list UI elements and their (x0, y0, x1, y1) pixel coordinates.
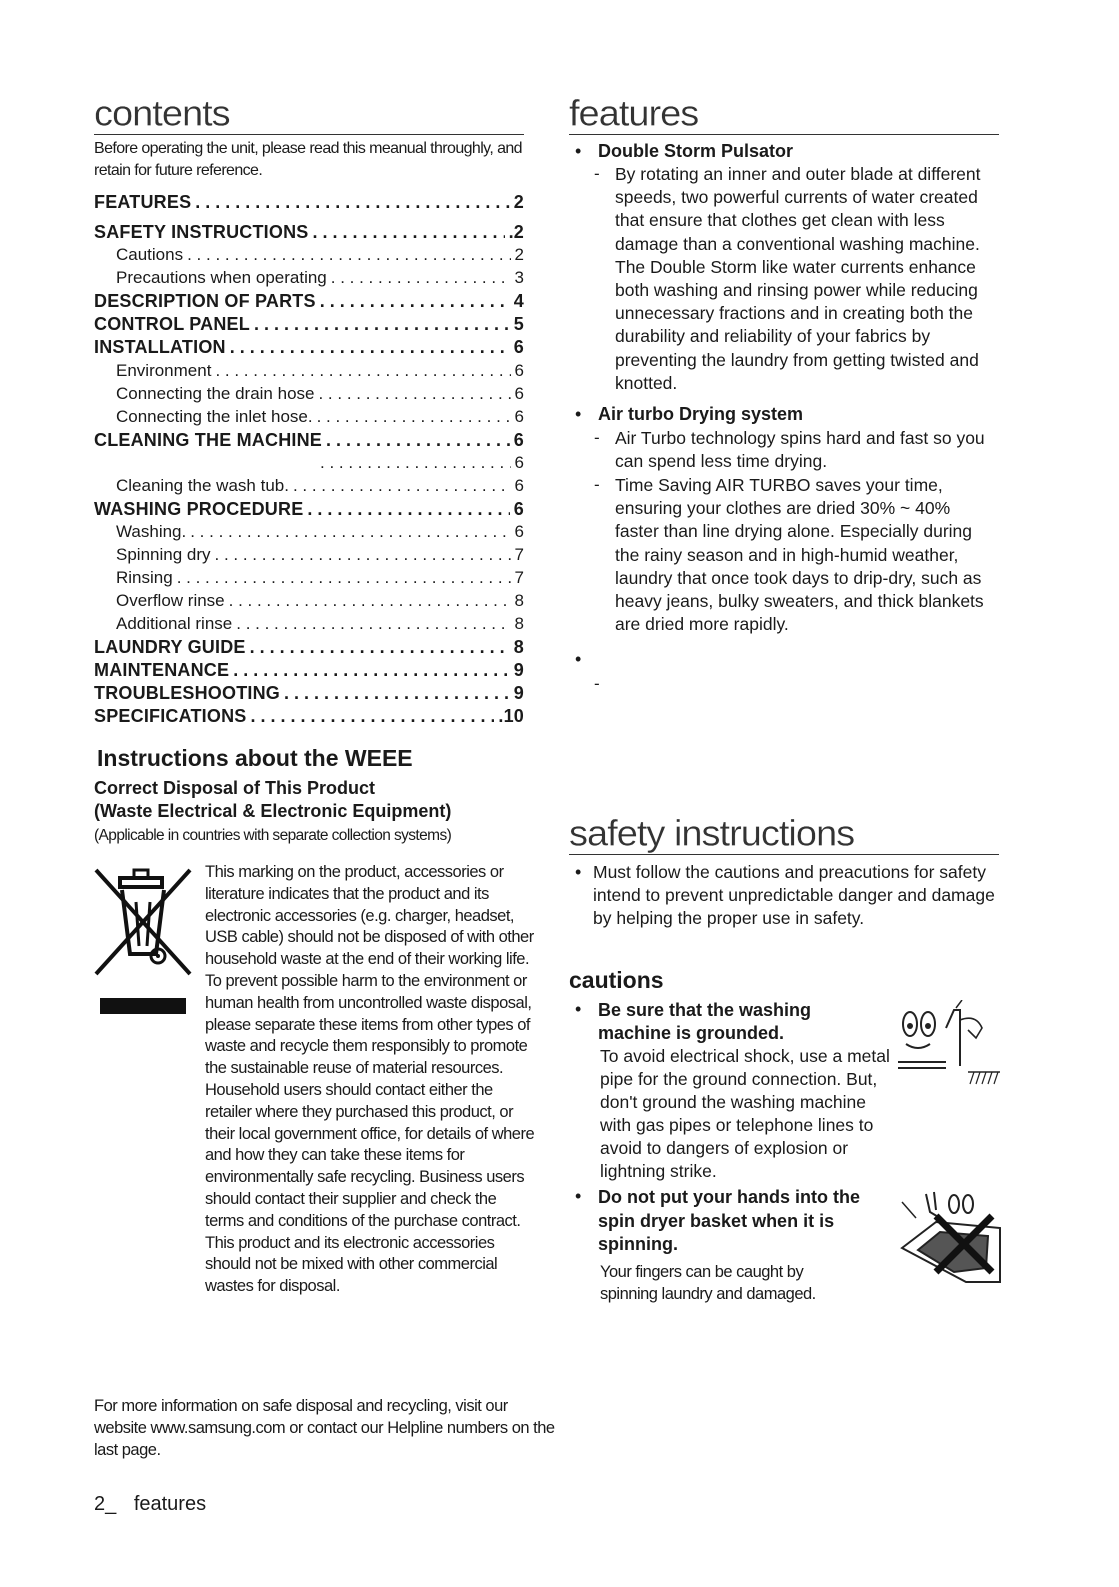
toc-entry (94, 384, 524, 407)
toc-entry-label: Environment (116, 361, 212, 380)
dash-icon: - (594, 475, 600, 494)
toc-entry (94, 407, 524, 430)
toc-entry (94, 660, 524, 683)
toc-entry (94, 453, 524, 476)
toc-entry (94, 591, 524, 614)
bullet-icon: • (575, 404, 582, 424)
toc-leader-dots (293, 476, 511, 496)
toc-leader-dots (307, 499, 509, 520)
toc-leader-dots (195, 192, 510, 213)
toc-entry-label: FEATURES (94, 192, 192, 212)
toc-entry-page: 6 (513, 430, 524, 450)
bullet-icon: • (575, 649, 582, 669)
toc-entry (94, 522, 524, 545)
toc-entry (94, 268, 524, 291)
toc-leader-dots (233, 660, 510, 681)
toc-entry-page: 8 (514, 614, 524, 633)
page-footer (94, 1493, 206, 1516)
contents-title: contents (94, 94, 524, 135)
toc-leader-dots (215, 361, 510, 381)
toc-entry (94, 361, 524, 384)
toc-leader-dots (331, 268, 511, 288)
toc-leader-dots (230, 337, 510, 358)
toc-leader-dots (236, 614, 510, 634)
toc-leader-dots (250, 637, 510, 658)
features-title: features (569, 94, 999, 135)
footer-section: features (133, 1493, 207, 1515)
toc-entry (94, 499, 524, 522)
toc-entry-page: 2 (514, 245, 524, 264)
toc-entry-page: 6 (513, 337, 524, 357)
toc-entry-page: 9 (513, 683, 524, 703)
toc-entry-label: Rinsing (116, 568, 173, 587)
toc-entry-label: Washing. (116, 522, 187, 541)
toc-entry-page: 6 (514, 384, 524, 403)
toc-entry-label: Connecting the inlet hose. (116, 407, 313, 426)
toc-entry-label: TROUBLESHOOTING (94, 683, 280, 703)
toc-entry (94, 337, 524, 360)
bullet-icon: • (575, 999, 582, 1019)
toc-leader-dots (250, 706, 494, 727)
bullet-icon: • (575, 141, 582, 161)
toc-entry-label: SAFETY INSTRUCTIONS (94, 222, 309, 242)
caution-2-body: Your fingers can be caught by spinning laundry and damaged. (600, 1263, 816, 1303)
weee-footer: For more information on safe disposal and recycling, visit our website www.samsung.com or contact our Helpline numbers on the last page. (94, 1397, 555, 1459)
toc-entry-label: Precautions when operating (116, 268, 327, 287)
toc-entry (94, 637, 524, 660)
toc-entry (94, 683, 524, 706)
toc-entry (94, 222, 524, 245)
dash-icon: - (594, 164, 600, 183)
toc-leader-dots (317, 407, 511, 427)
safety-title: safety instructions (569, 814, 999, 855)
toc-entry-page: 6 (514, 407, 524, 426)
feature-pulsator-text: By rotating an inner and outer blade at different speeds, two powerful currents of water created that ensure that clothes get clean with less damage than a conventional washing machine. The Double Storm like water currents enhance both washing and rinsing power while reducing unnecessary fractions and in creating both the durability and reliability of your fabrics by preventing the laundry from getting twisted and knotted. (615, 164, 981, 393)
toc-leader-dots (229, 591, 511, 611)
toc-entry-label: DESCRIPTION OF PARTS (94, 291, 316, 311)
toc-leader-dots (190, 522, 510, 542)
caution-1-heading: Be sure that the washing machine is grounded. (598, 1000, 812, 1043)
toc-leader-dots (312, 222, 504, 243)
toc-entry (94, 614, 524, 637)
toc-entry-page: 6 (514, 476, 524, 495)
weee-subheading-1: Correct Disposal of This Product (94, 778, 376, 798)
toc-entry (94, 568, 524, 591)
dash-icon: - (594, 428, 600, 447)
weee-crossed-bin-icon (92, 862, 196, 1020)
toc-entry (94, 314, 524, 337)
toc-entry (94, 476, 524, 499)
toc-entry-page: 9 (513, 660, 524, 680)
feature-air-turbo-text-1: Air Turbo technology spins hard and fast so you can spend less time drying. (615, 428, 985, 472)
toc-entry-label: WASHING PROCEDURE (94, 499, 304, 519)
toc-entry-page: .2 (508, 222, 524, 242)
toc-leader-dots (318, 384, 510, 404)
toc-leader-dots (284, 683, 510, 704)
toc-entry-page: 8 (514, 591, 524, 610)
toc-leader-dots (215, 545, 511, 565)
toc-entry-page: 7 (514, 568, 524, 587)
toc-entry-page: 3 (514, 268, 524, 287)
toc-entry-page: .10 (498, 706, 524, 726)
weee-applicability: (Applicable in countries with separate collection systems) (94, 827, 452, 844)
toc-entry-label: SPECIFICATIONS (94, 706, 247, 726)
toc-entry-page: 6 (514, 361, 524, 380)
toc-entry-label: Connecting the drain hose (116, 384, 315, 403)
feature-air-turbo-text-2: Time Saving AIR TURBO saves your time, ensuring your clothes are dried 30% ~ 40% faster than line drying alone. Especially during the rainy season and in high-humid weather, laundry that once took days to drip-dry, such as heavy jeans, bulky sweaters, and thick blankets are dried more rapidly. (615, 475, 984, 635)
caution-1-body: To avoid electrical shock, use a metal pipe for the ground connection. But, don't ground the washing machine with gas pipes or telephone lines to avoid to dangers of explosion or lightning strike. (600, 1046, 890, 1181)
toc-entry-label: CONTROL PANEL (94, 314, 250, 334)
feature-heading-pulsator: Double Storm Pulsator (598, 141, 794, 161)
weee-subheading-2: (Waste Electrical & Electronic Equipment) (94, 801, 452, 821)
toc-leader-dots (326, 430, 510, 451)
toc-entry-label: INSTALLATION (94, 337, 226, 357)
weee-body: This marking on the product, accessories or literature indicates that the product and its electronic accessories (e.g. charger, headset, USB cable) should not be disposed of with other household waste at the end of their working life. To prevent possible harm to the environment or human health from uncontrolled waste disposal, please separate these items from other types of waste and recycle them responsibly to promote the sustainable reuse of material resources. Household users should contact either the retailer where they purchased this product, or their local government office, for details of where and how they can take these items for environmentally safe recycling. Business users should contact their supplier and check the terms and conditions of the purchase contract. This product and its electronic accessories should not be mixed with other commercial wastes for disposal. (205, 863, 535, 1296)
toc-leader-dots (187, 245, 510, 265)
contents-intro: Before operating the unit, please read this meanual throughly, and retain for future reference. (94, 140, 522, 179)
table-of-contents (94, 192, 524, 732)
toc-entry (94, 706, 524, 729)
toc-entry (94, 192, 524, 215)
toc-entry-page: 5 (513, 314, 524, 334)
grounding-illustration-icon (896, 1000, 1002, 1088)
toc-entry-page: 7 (514, 545, 524, 564)
toc-entry-label: MAINTENANCE (94, 660, 230, 680)
toc-entry-label: Spinning dry (116, 545, 211, 564)
toc-entry-label: Cautions (116, 245, 184, 264)
toc-entry-page: 2 (513, 192, 524, 212)
toc-entry-label: Overflow rinse (116, 591, 225, 610)
bullet-icon: • (575, 862, 582, 882)
toc-leader-dots (177, 568, 511, 588)
page-number: 2_ (94, 1493, 117, 1515)
toc-entry (94, 545, 524, 568)
dash-icon: - (594, 674, 600, 693)
hand-in-drum-warning-icon (896, 1188, 1002, 1284)
cautions-title: cautions (569, 967, 664, 993)
toc-entry (94, 291, 524, 314)
toc-leader-dots (320, 453, 511, 473)
toc-leader-dots (254, 314, 510, 335)
toc-entry-page: 6 (513, 499, 524, 519)
toc-entry-page: 6 (514, 453, 524, 472)
toc-entry-label: LAUNDRY GUIDE (94, 637, 246, 657)
toc-entry-label: CLEANING THE MACHINE (94, 430, 322, 450)
toc-entry-label: Cleaning the wash tub. (116, 476, 289, 495)
toc-entry-page: 4 (513, 291, 524, 311)
weee-heading: Instructions about the WEEE (97, 745, 413, 771)
safety-intro: Must follow the cautions and preacutions for safety intend to prevent unpredictable danger and damage by helping the proper use in safety. (593, 862, 995, 928)
toc-entry-page: 6 (514, 522, 524, 541)
toc-leader-dots (320, 291, 510, 312)
feature-heading-air-turbo: Air turbo Drying system (598, 404, 804, 424)
toc-entry (94, 245, 524, 268)
toc-entry (94, 430, 524, 453)
toc-entry-label: Additional rinse (116, 614, 233, 633)
bullet-icon: • (575, 1186, 582, 1206)
caution-2-heading: Do not put your hands into the spin dryer basket when it is spinning. (598, 1187, 860, 1254)
toc-entry-page: 8 (513, 637, 524, 657)
